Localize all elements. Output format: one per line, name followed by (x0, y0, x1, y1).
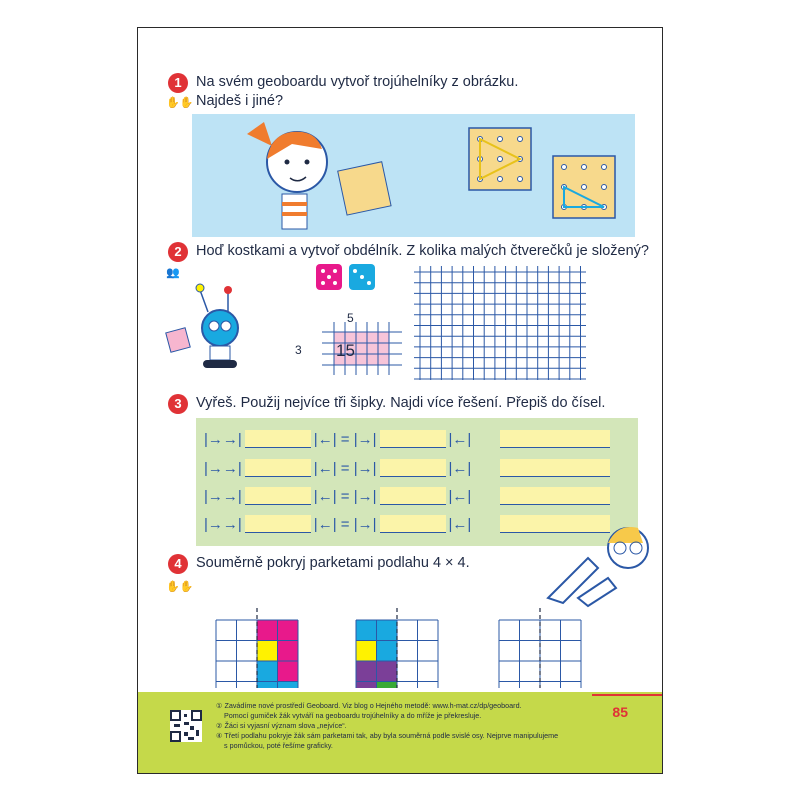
parquet-tile (257, 682, 278, 689)
left-arrow: |←| (313, 515, 337, 533)
number-blank[interactable] (500, 430, 610, 448)
parquet-tile (356, 682, 377, 689)
left-arrow: |←| (313, 459, 337, 477)
note-line: ① Zavádíme nové prostředí Geoboard. Viz blog o Hejného metodě: www.h-mat.cz/dp/geoboard. (216, 701, 522, 710)
right-end-arrow: |←| (448, 487, 472, 505)
parquet-tile (257, 620, 278, 641)
geoboard-illustration (192, 114, 635, 237)
geoboard-panel (192, 114, 635, 237)
hands-icon: ✋✋ (166, 97, 194, 109)
note-line: ② Žáci si vyjasní význam slova „nejvíce“. (216, 721, 347, 730)
hands-icon: ✋✋ (166, 581, 194, 593)
floor-tiling-illustration (138, 515, 662, 688)
right-start-arrow: |→| (353, 487, 377, 505)
answer-blank[interactable] (245, 487, 311, 505)
left-arrow: |←| (313, 487, 337, 505)
note-line: ④ Třetí podlahu pokryje žák sám parketami tak, aby byla souměrná podle svislé osy. Nejprve manipulujeme (216, 731, 559, 740)
parquet-tile (278, 661, 299, 682)
answer-blank[interactable] (245, 430, 311, 448)
teacher-notes (216, 701, 576, 751)
page-number: 85 (612, 704, 628, 720)
answer-grid (414, 266, 586, 380)
answer-blank[interactable] (380, 487, 446, 505)
note-line: Pomocí gumiček žák vytváří na geoboardu trojúhelníky a do mříže je překresluje. (224, 711, 482, 720)
parquet-tile (278, 620, 299, 641)
task-number: 3 (168, 394, 188, 414)
parquet-tile (377, 641, 398, 662)
right-end-arrow: |←| (448, 515, 472, 533)
task-2-illustration (158, 260, 638, 380)
task-text: Hoď kostkami a vytvoř obdélník. Z kolika malých čtverečků je složený? (196, 243, 649, 259)
parquet-tile (257, 641, 278, 662)
task-number: 1 (168, 73, 188, 93)
answer-blank[interactable] (380, 459, 446, 477)
start-arrows: |→→| (204, 430, 242, 448)
left-arrow: |←| (313, 430, 337, 448)
equation-row (204, 486, 471, 506)
footer-accent-line (592, 694, 662, 696)
task-text: Souměrně pokryj parketami podlahu 4 × 4. (196, 555, 470, 571)
right-end-arrow: |←| (448, 459, 472, 477)
page-footer (138, 692, 662, 773)
parquet-tile (377, 682, 398, 689)
task-1 (168, 73, 518, 111)
width-label: 5 (347, 311, 354, 325)
answer-blank[interactable] (245, 459, 311, 477)
task-number: 2 (168, 242, 188, 262)
parquet-tile (278, 682, 299, 689)
equals-sign: = (340, 459, 350, 477)
equals-sign: = (340, 430, 350, 448)
qr-code-icon[interactable] (170, 710, 202, 742)
start-arrows: |→→| (204, 487, 242, 505)
note-line: s pomůckou, poté řešíme graficky. (224, 741, 333, 750)
area-label: 15 (336, 341, 355, 360)
height-label: 3 (295, 343, 302, 357)
right-start-arrow: |→| (353, 430, 377, 448)
equals-sign: = (340, 487, 350, 505)
number-blank[interactable] (500, 487, 610, 505)
equals-sign: = (340, 515, 350, 533)
parquet-tile (356, 620, 377, 641)
parquet-tile (377, 620, 398, 641)
number-blank[interactable] (500, 459, 610, 477)
task-3 (168, 394, 605, 414)
equation-row (204, 458, 471, 478)
task-number: 4 (168, 554, 188, 574)
parquet-tile (377, 661, 398, 682)
task-text: Vyřeš. Použij nejvíce tři šipky. Najdi více řešení. Přepiš do čísel. (196, 395, 606, 411)
right-start-arrow: |→| (353, 515, 377, 533)
parquet-tile (257, 661, 278, 682)
answer-blank[interactable] (380, 430, 446, 448)
parquet-tile (356, 661, 377, 682)
parquet-tile (356, 641, 377, 662)
group-icon: 👥 (166, 267, 180, 279)
workbook-page (137, 27, 663, 774)
right-start-arrow: |→| (353, 459, 377, 477)
task-2 (168, 242, 649, 262)
start-arrows: |→→| (204, 515, 242, 533)
task-text (196, 73, 518, 111)
task-text-line: Najdeš i jiné? (196, 93, 284, 109)
start-arrows: |→→| (204, 459, 242, 477)
equation-row (204, 429, 471, 449)
parquet-tile (278, 641, 299, 662)
right-end-arrow: |←| (448, 430, 472, 448)
task-text-line: Na svém geoboardu vytvoř trojúhelníky z obrázku. (196, 74, 519, 90)
